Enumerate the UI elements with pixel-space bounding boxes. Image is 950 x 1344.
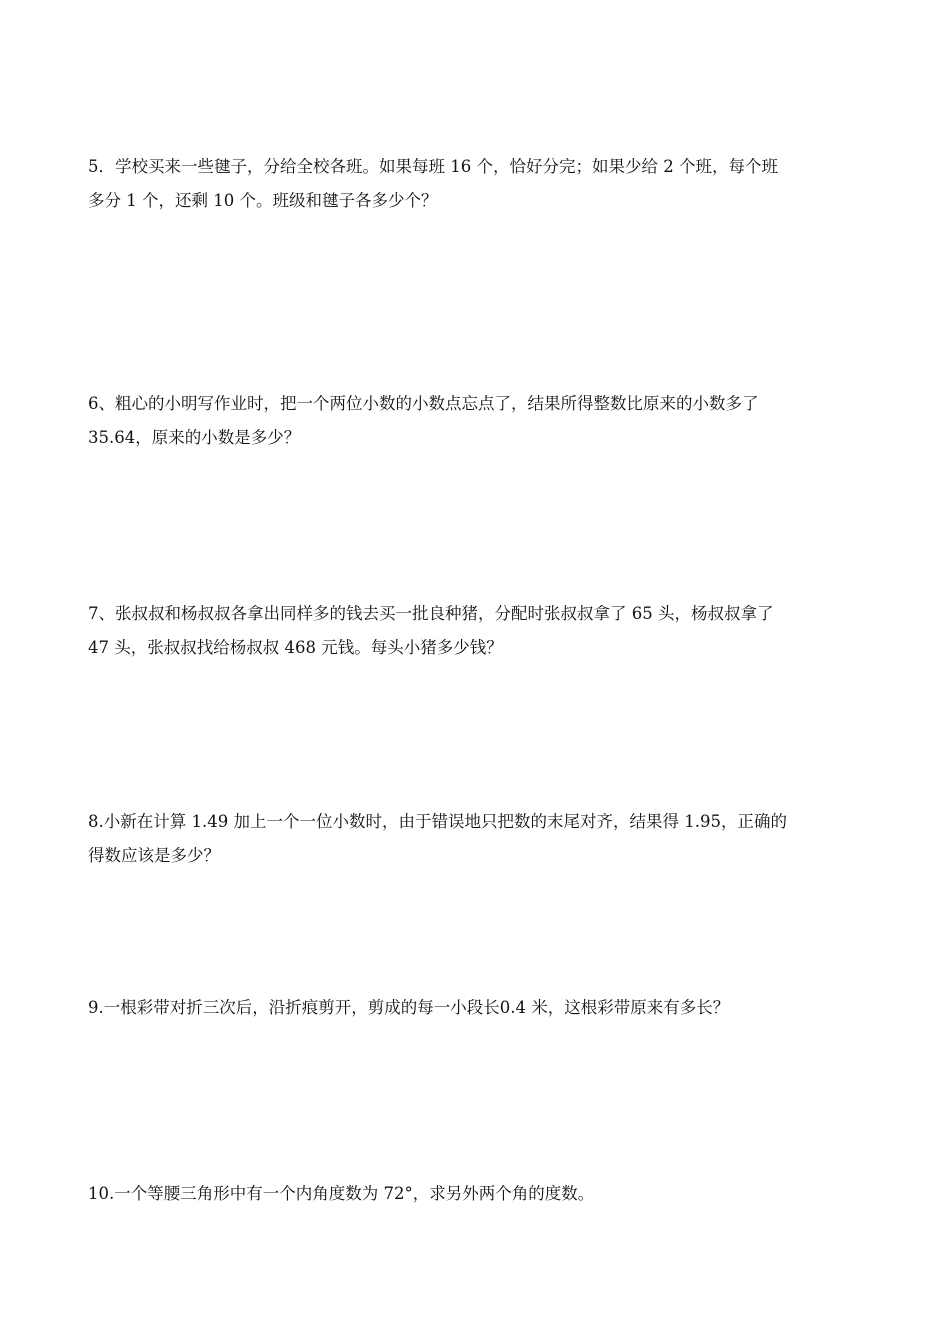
problem-9-line-1: 9.一根彩带对折三次后，沿折痕剪开，剪成的每一小段长0.4 米，这根彩带原来有多长？ [88, 998, 730, 1017]
problem-5 [88, 150, 868, 218]
problem-7-line-1: 7、张叔叔和杨叔叔各拿出同样多的钱去买一批良种猪，分配时张叔叔拿了 65 头，杨叔叔拿了 [88, 604, 774, 623]
problem-7 [88, 597, 868, 665]
problem-8-line-1: 8.小新在计算 1.49 加上一个一位小数时，由于错误地只把数的末尾对齐，结果得 1.95，正确的 [88, 812, 787, 831]
problem-10 [88, 1177, 868, 1211]
problem-8 [88, 805, 868, 873]
problem-10-line-1: 10.一个等腰三角形中有一个内角度数为 72°，求另外两个角的度数。 [88, 1184, 595, 1203]
problem-7-line-2: 47 头，张叔叔找给杨叔叔 468 元钱。每头小猪多少钱？ [88, 638, 503, 657]
problem-6-line-1: 6、粗心的小明写作业时，把一个两位小数的小数点忘点了，结果所得整数比原来的小数多了 [88, 394, 759, 413]
problem-8-line-2: 得数应该是多少？ [88, 846, 220, 865]
problem-6-line-2: 35.64，原来的小数是多少？ [88, 428, 301, 447]
problem-5-line-2: 多分 1 个，还剩 10 个。班级和毽子各多少个？ [88, 191, 438, 210]
problem-5-line-1: 5．学校买来一些毽子，分给全校各班。如果每班 16 个，恰好分完；如果少给 2 个班，每个班 [88, 157, 778, 176]
problem-6 [88, 387, 868, 455]
problem-9 [88, 991, 868, 1025]
